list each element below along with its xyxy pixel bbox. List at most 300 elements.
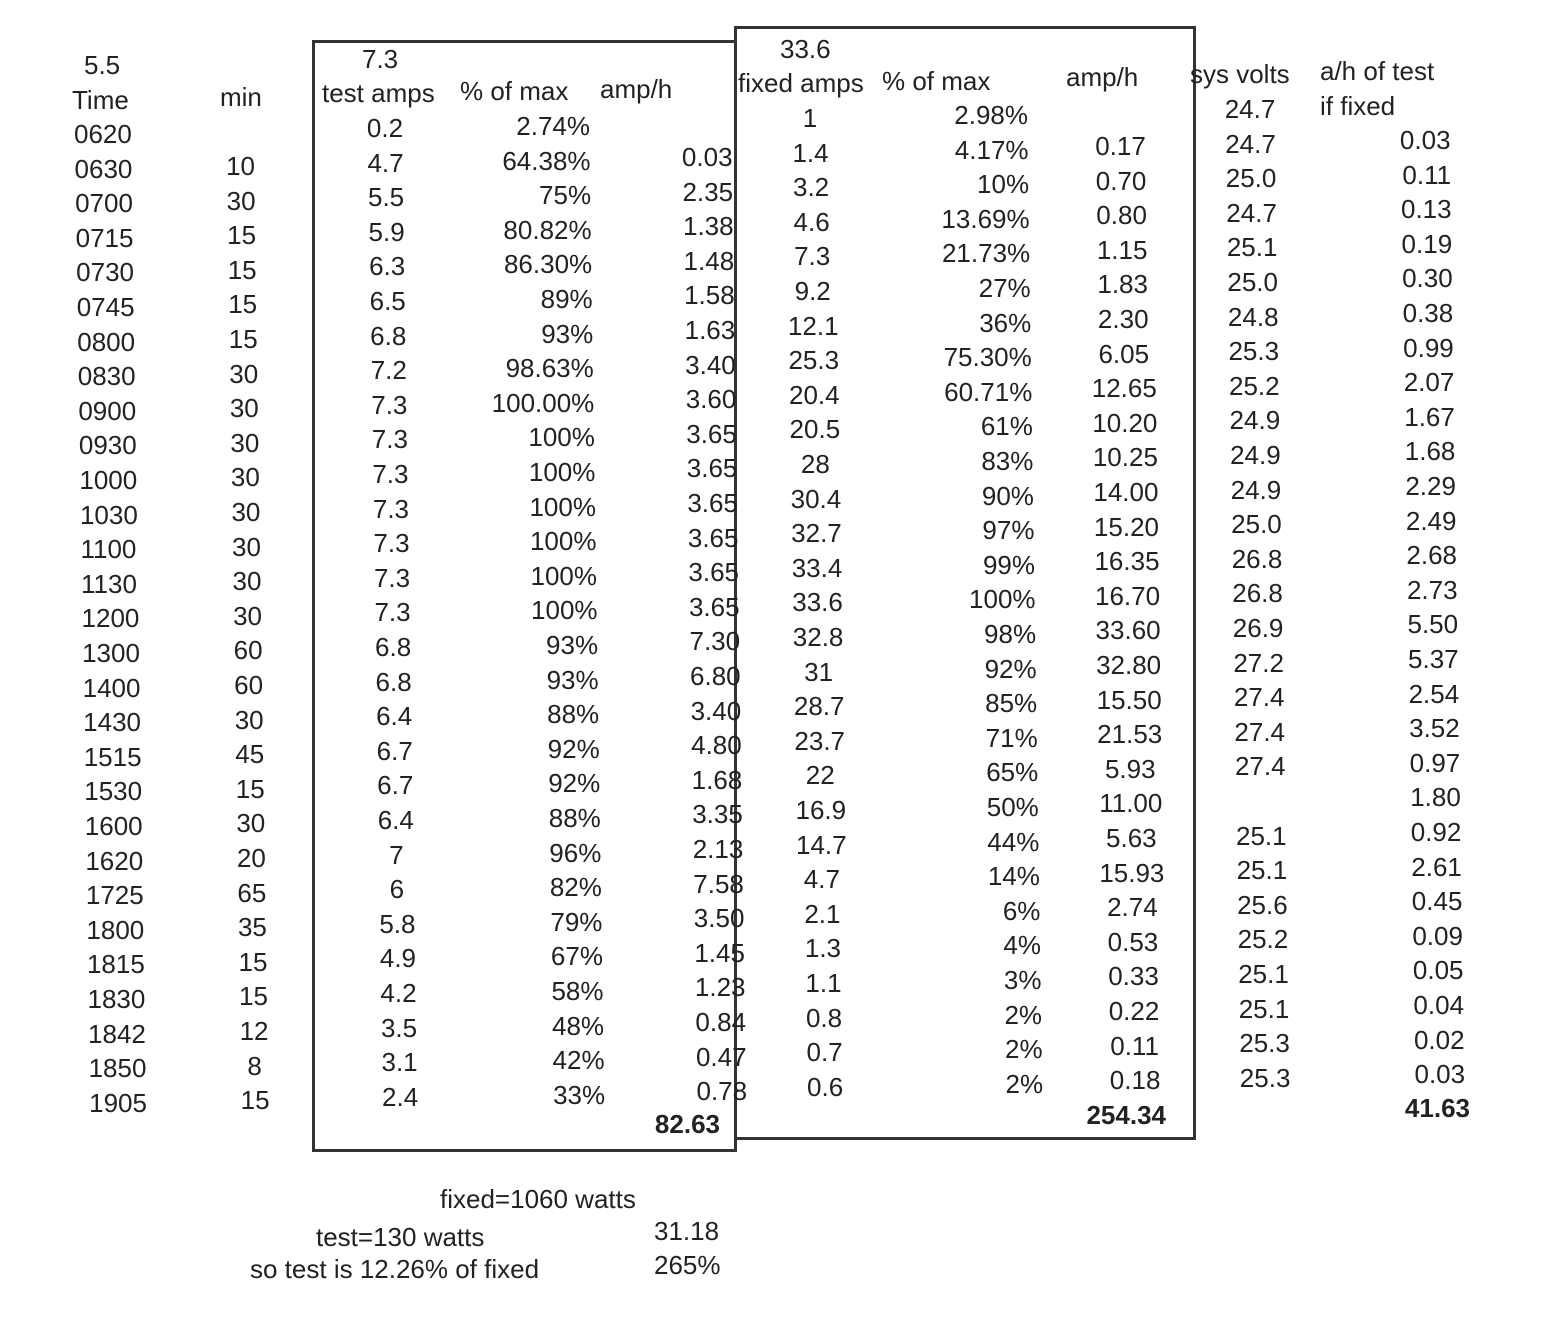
cell-fixed-pct: 13.69%	[941, 203, 1030, 234]
cell-time: 1430	[83, 707, 142, 738]
cell-sys-volts: 25.0	[1227, 267, 1278, 297]
cell-ah-fixed: 0.09	[1412, 920, 1463, 951]
cell-sys-volts: 25.6	[1237, 889, 1288, 920]
cell-fixed-amps: 2.1	[804, 898, 841, 929]
cell-min: 30	[230, 462, 260, 493]
cell-test-ah: 3.60	[685, 384, 737, 415]
cell-test-pct: 48%	[551, 1010, 605, 1041]
cell-test-amps: 7.3	[372, 493, 410, 524]
cell-min: 30	[229, 358, 259, 389]
cell-fixed-amps: 16.9	[795, 795, 847, 825]
cell-min: 12	[239, 1016, 269, 1046]
cell-fixed-pct: 92%	[984, 653, 1037, 684]
cell-test-pct: 100%	[531, 595, 598, 626]
cell-sys-volts: 26.9	[1232, 613, 1284, 643]
cell-fixed-pct: 44%	[987, 826, 1040, 857]
cell-fixed-pct: 2.98%	[954, 100, 1028, 130]
cell-sys-volts: 27.2	[1233, 647, 1284, 678]
cell-fixed-ah: 2.30	[1097, 304, 1149, 334]
cell-min: 60	[234, 670, 264, 700]
cell-sys-volts: 25.1	[1226, 232, 1278, 263]
cell-test-pct: 79%	[550, 906, 603, 937]
cell-ah-fixed: 0.99	[1403, 332, 1454, 363]
fixed-ah-total: 254.34	[1086, 1100, 1166, 1130]
cell-fixed-amps: 33.4	[791, 552, 843, 583]
cell-min: 30	[232, 566, 262, 597]
cell-time: 0830	[77, 361, 136, 392]
fixed-watts-note: fixed=1060 watts	[440, 1184, 636, 1214]
cell-fixed-pct: 27%	[978, 273, 1031, 303]
cell-fixed-amps: 4.7	[803, 864, 840, 895]
cell-test-ah: 0.47	[695, 1041, 747, 1072]
cell-test-ah: 1.45	[694, 937, 745, 968]
cell-ah-fixed: 2.68	[1406, 540, 1458, 571]
cell-test-amps: 6.7	[377, 770, 414, 801]
test-ah-header: amp/h	[600, 74, 673, 104]
cell-fixed-amps: 1	[802, 103, 818, 133]
cell-min: 45	[235, 739, 265, 770]
cell-fixed-amps: 20.5	[789, 414, 841, 445]
cell-fixed-ah: 15.93	[1099, 857, 1165, 888]
cell-ah-fixed: 2.49	[1405, 505, 1457, 536]
cell-fixed-amps: 12.1	[787, 310, 839, 341]
cell-fixed-ah: 0.22	[1108, 996, 1160, 1026]
cell-test-ah: 6.80	[690, 661, 741, 691]
cell-fixed-pct: 97%	[982, 515, 1035, 546]
cell-time: 1842	[88, 1018, 146, 1049]
cell-min: 15	[238, 946, 268, 977]
cell-fixed-pct: 36%	[979, 307, 1032, 338]
cell-time: 0700	[75, 188, 133, 219]
cell-fixed-ah: 5.63	[1106, 823, 1157, 853]
cell-test-amps: 4.7	[367, 147, 404, 178]
cell-fixed-amps: 32.7	[791, 518, 842, 549]
cell-fixed-ah: 12.65	[1091, 373, 1157, 404]
cell-min: 15	[227, 254, 257, 285]
cell-min: 65	[237, 877, 267, 908]
cell-fixed-pct: 60.71%	[944, 376, 1033, 407]
cell-ah-fixed: 0.13	[1401, 194, 1452, 225]
cell-test-pct: 98.63%	[505, 353, 594, 384]
cell-test-pct: 89%	[540, 284, 593, 314]
cell-time: 1300	[82, 638, 140, 668]
cell-fixed-ah: 0.33	[1108, 961, 1159, 992]
cell-test-pct: 2.74%	[516, 111, 590, 141]
cell-test-ah: 3.65	[686, 453, 738, 484]
test-ah-total: 82.63	[654, 1109, 720, 1139]
cell-ah-fixed: 2.29	[1405, 471, 1456, 501]
cell-test-amps: 7	[389, 839, 404, 870]
cell-sys-volts: 25.3	[1239, 1028, 1290, 1059]
cell-fixed-ah: 15.20	[1093, 511, 1159, 542]
cell-fixed-ah: 6.05	[1098, 338, 1150, 369]
cell-test-ah: 0.84	[695, 1007, 747, 1037]
cell-fixed-pct: 65%	[986, 757, 1039, 788]
cell-ah-fixed: 0.11	[1402, 159, 1452, 190]
cell-ah-fixed: 1.68	[1404, 436, 1456, 467]
cell-test-pct: 33%	[553, 1079, 606, 1110]
cell-time: 1515	[83, 741, 142, 772]
cell-fixed-pct: 4%	[1003, 930, 1041, 961]
cell-min: 15	[228, 289, 258, 320]
test-amps-header: test amps	[322, 78, 435, 108]
cell-test-ah: 7.58	[693, 868, 744, 899]
cell-test-pct: 100%	[528, 422, 595, 453]
cell-test-pct: 42%	[552, 1045, 605, 1076]
cell-sys-volts: 24.8	[1227, 301, 1279, 332]
cell-sys-volts: 26.8	[1232, 578, 1283, 609]
test-pct-header: % of max	[460, 76, 569, 106]
cell-sys-volts: 25.0	[1231, 509, 1282, 540]
cell-fixed-amps: 4.6	[793, 206, 830, 237]
cell-test-amps: 6.4	[376, 701, 413, 732]
cell-time: 1530	[84, 776, 143, 807]
top-left-value: 5.5	[84, 50, 121, 80]
cell-sys-volts: 24.9	[1229, 405, 1281, 436]
cell-fixed-ah: 0.11	[1110, 1030, 1159, 1061]
cell-sys-volts: 27.4	[1234, 751, 1286, 782]
cell-time: 1905	[89, 1087, 147, 1118]
cell-test-ah: 1.63	[684, 315, 736, 345]
cell-fixed-amps: 20.4	[789, 379, 840, 410]
cell-fixed-ah: 11.00	[1099, 788, 1163, 819]
summary-note: so test is 12.26% of fixed	[250, 1254, 540, 1284]
cell-fixed-pct: 2%	[1004, 999, 1043, 1030]
min-header: min	[220, 82, 262, 112]
cell-test-amps: 3.1	[381, 1047, 418, 1078]
cell-time: 0900	[78, 395, 137, 426]
cell-test-amps: 4.2	[380, 978, 417, 1008]
cell-ah-fixed: 5.37	[1408, 644, 1459, 674]
cell-test-pct: 92%	[548, 768, 601, 799]
cell-test-amps: 6.4	[377, 805, 414, 835]
cell-min: 15	[235, 773, 265, 804]
cell-ah-fixed: 5.50	[1407, 609, 1459, 640]
cell-fixed-ah: 32.80	[1096, 650, 1162, 680]
cell-test-pct: 67%	[550, 941, 603, 972]
cell-time: 0930	[78, 430, 137, 461]
cell-fixed-pct: 85%	[985, 688, 1038, 719]
cell-time: 1100	[80, 534, 137, 565]
cell-test-amps: 7.3	[373, 528, 410, 559]
cell-fixed-amps: 28	[800, 449, 830, 479]
cell-test-pct: 75%	[539, 180, 592, 211]
test-max-value: 7.3	[362, 44, 399, 74]
cell-test-pct: 82%	[549, 872, 602, 903]
cell-time: 0745	[76, 292, 135, 322]
cell-fixed-pct: 61%	[980, 411, 1033, 442]
cell-fixed-amps: 33.6	[792, 587, 843, 618]
cell-fixed-amps: 0.7	[806, 1037, 843, 1068]
cell-test-ah: 3.65	[687, 522, 739, 553]
cell-fixed-ah: 16.70	[1095, 580, 1161, 611]
cell-test-amps: 6.8	[375, 666, 412, 697]
cell-test-amps: 6.8	[370, 320, 407, 351]
cell-fixed-ah: 0.18	[1109, 1065, 1161, 1096]
cell-test-ah: 4.80	[691, 730, 742, 761]
cell-test-amps: 2.4	[382, 1081, 419, 1112]
cell-test-amps: 7.3	[373, 562, 411, 593]
cell-ah-fixed: 0.02	[1413, 1024, 1465, 1055]
cell-sys-volts: 25.1	[1236, 855, 1288, 886]
cell-test-pct: 100%	[528, 457, 596, 487]
cell-test-amps: 7.3	[372, 459, 409, 489]
cell-fixed-amps: 0.8	[805, 1002, 843, 1033]
test-watts-note: test=130 watts	[316, 1222, 485, 1252]
cell-min: 8	[247, 1050, 262, 1081]
cell-test-ah: 1.68	[691, 764, 743, 795]
cell-fixed-ah: 14.00	[1093, 477, 1159, 507]
cell-fixed-ah: 33.60	[1095, 615, 1161, 646]
cell-ah-fixed: 0.19	[1401, 228, 1453, 259]
cell-test-ah: 1.48	[683, 245, 735, 276]
fixed-pct-header: % of max	[882, 66, 991, 96]
cell-fixed-ah: 2.74	[1107, 892, 1158, 923]
sys-volts-header: sys volts	[1190, 59, 1290, 89]
cell-fixed-amps: 22	[805, 760, 835, 791]
cell-ah-fixed: 0.04	[1413, 990, 1465, 1020]
cell-time: 0800	[77, 326, 136, 357]
cell-fixed-amps: 1.1	[805, 968, 842, 998]
cell-test-pct: 100%	[529, 526, 597, 557]
cell-fixed-amps: 9.2	[794, 276, 831, 306]
cell-test-pct: 80.82%	[503, 214, 592, 245]
cell-fixed-pct: 50%	[986, 792, 1039, 822]
cell-sys-volts: 27.4	[1234, 716, 1286, 747]
cell-test-amps: 6.7	[376, 735, 413, 766]
cell-fixed-pct: 2%	[1005, 1034, 1043, 1065]
cell-ah-fixed: 0.97	[1409, 747, 1461, 778]
cell-test-ah: 0.78	[696, 1076, 748, 1107]
cell-ah-fixed: 0.03	[1399, 125, 1451, 155]
cell-test-ah: 3.50	[693, 903, 745, 934]
cell-fixed-amps: 7.3	[794, 241, 831, 272]
cell-time: 0620	[74, 119, 132, 149]
cell-time: 1130	[81, 568, 137, 599]
cell-fixed-ah: 1.83	[1097, 269, 1148, 300]
cell-test-ah: 0.03	[681, 142, 733, 172]
cell-test-ah: 2.13	[692, 834, 744, 864]
ah-fixed-total: 41.63	[1404, 1093, 1470, 1123]
cell-test-pct: 93%	[546, 630, 599, 660]
cell-test-ah: 1.23	[694, 972, 746, 1003]
cell-test-pct: 93%	[541, 318, 594, 349]
cell-sys-volts: 25.3	[1228, 336, 1280, 367]
cell-test-ah: 7.30	[689, 626, 741, 657]
footer-value-2: 265%	[654, 1250, 721, 1280]
cell-sys-volts: 24.7	[1226, 197, 1277, 228]
cell-sys-volts: 24.9	[1230, 440, 1281, 470]
time-header: Time	[72, 85, 129, 115]
cell-ah-fixed: 0.30	[1402, 263, 1453, 294]
cell-fixed-ah: 16.35	[1094, 546, 1160, 577]
cell-test-amps: 7.3	[371, 424, 408, 455]
cell-test-amps: 0.2	[366, 113, 404, 143]
cell-test-ah: 3.35	[692, 799, 743, 830]
cell-time: 0715	[75, 222, 134, 253]
cell-min: 15	[240, 1085, 270, 1116]
cell-fixed-ah: 0.80	[1096, 200, 1147, 231]
cell-fixed-pct: 98%	[984, 619, 1037, 649]
cell-time: 1850	[88, 1053, 147, 1084]
cell-test-amps: 5.9	[368, 216, 405, 247]
cell-fixed-amps: 1.3	[804, 933, 842, 964]
fixed-max-value: 33.6	[780, 34, 831, 64]
cell-fixed-pct: 14%	[987, 861, 1040, 892]
cell-sys-volts: 25.1	[1238, 993, 1290, 1024]
ah-test-header-line2: if fixed	[1320, 91, 1396, 121]
cell-sys-volts: 25.3	[1239, 1062, 1291, 1093]
cell-test-pct: 92%	[547, 733, 600, 764]
cell-ah-fixed: 2.54	[1408, 678, 1460, 709]
cell-test-amps: 7.2	[370, 355, 407, 386]
cell-min: 30	[230, 427, 260, 458]
cell-time: 1400	[82, 672, 141, 703]
cell-test-amps: 3.5	[380, 1012, 418, 1043]
cell-test-amps: 6.5	[369, 286, 406, 316]
cell-test-ah: 3.65	[686, 418, 737, 449]
cell-ah-fixed: 3.52	[1409, 713, 1460, 744]
cell-fixed-ah: 15.50	[1096, 684, 1162, 715]
cell-test-amps: 7.3	[374, 597, 411, 628]
cell-sys-volts: 24.7	[1225, 128, 1276, 159]
cell-test-amps: 6	[389, 874, 405, 905]
cell-fixed-ah: 21.53	[1097, 719, 1163, 750]
cell-sys-volts: 25.1	[1236, 820, 1287, 851]
cell-time: 0730	[76, 257, 134, 288]
cell-test-ah: 1.38	[683, 211, 734, 242]
cell-ah-fixed: 1.67	[1404, 401, 1455, 432]
cell-fixed-pct: 75.30%	[943, 342, 1032, 373]
ah-test-header-line1: a/h of test	[1320, 56, 1435, 86]
cell-fixed-amps: 30.4	[790, 483, 842, 514]
cell-fixed-pct: 21.73%	[941, 238, 1031, 269]
cell-test-ah: 3.65	[688, 557, 740, 588]
footer-value-1: 31.18	[654, 1216, 720, 1246]
cell-time: 1830	[87, 984, 146, 1014]
cell-min: 15	[239, 981, 268, 1012]
cell-ah-fixed: 0.38	[1402, 298, 1454, 328]
cell-ah-fixed: 1.80	[1410, 782, 1461, 813]
cell-fixed-pct: 71%	[985, 722, 1038, 753]
fixed-amps-header: fixed amps	[738, 68, 864, 98]
cell-time: 1800	[86, 914, 145, 945]
cell-test-pct: 88%	[548, 803, 601, 833]
cell-fixed-amps: 1.4	[792, 137, 829, 168]
cell-fixed-pct: 10%	[977, 169, 1030, 200]
cell-test-ah: 2.35	[682, 176, 734, 207]
cell-time: 0630	[74, 153, 133, 184]
cell-test-pct: 93%	[546, 664, 599, 695]
cell-test-amps: 6.3	[369, 251, 406, 282]
cell-fixed-pct: 83%	[981, 446, 1034, 476]
cell-min: 30	[229, 393, 259, 424]
cell-time: 1725	[85, 880, 144, 911]
cell-min: 30	[232, 531, 261, 562]
cell-fixed-pct: 2%	[1005, 1068, 1044, 1099]
cell-sys-volts: 25.2	[1229, 370, 1280, 401]
cell-fixed-pct: 100%	[969, 584, 1036, 615]
cell-fixed-amps: 14.7	[796, 829, 847, 860]
cell-fixed-pct: 6%	[1002, 895, 1041, 926]
cell-time: 1815	[86, 949, 145, 980]
cell-test-amps: 7.3	[371, 389, 408, 420]
cell-fixed-ah: 0.17	[1095, 131, 1146, 161]
cell-ah-fixed: 0.03	[1414, 1059, 1466, 1090]
cell-fixed-pct: 90%	[981, 480, 1034, 511]
cell-test-ah: 3.65	[687, 488, 738, 518]
cell-sys-volts: 26.8	[1231, 543, 1283, 574]
cell-time: 1600	[84, 811, 143, 841]
cell-fixed-pct: 4.17%	[954, 134, 1029, 165]
cell-sys-volts: 25.0	[1225, 163, 1277, 194]
cell-min: 30	[236, 808, 266, 839]
cell-fixed-ah: 5.93	[1104, 753, 1156, 784]
cell-test-pct: 100.00%	[491, 387, 595, 418]
cell-ah-fixed: 2.61	[1411, 851, 1462, 882]
cell-min: 30	[226, 185, 256, 216]
cell-test-amps: 6.8	[375, 632, 412, 662]
cell-test-ah: 3.65	[688, 591, 740, 622]
cell-fixed-amps: 0.6	[807, 1071, 844, 1102]
cell-fixed-amps: 25.3	[788, 345, 840, 376]
cell-test-pct: 64.38%	[502, 145, 591, 176]
cell-fixed-amps: 31	[804, 656, 834, 687]
cell-ah-fixed: 2.73	[1406, 574, 1458, 605]
cell-min: 30	[231, 497, 261, 527]
cell-test-pct: 100%	[530, 560, 598, 591]
cell-test-amps: 5.8	[379, 908, 416, 939]
cell-fixed-amps: 3.2	[793, 172, 830, 203]
cell-time: 1030	[79, 499, 138, 530]
cell-ah-fixed: 0.05	[1412, 955, 1464, 986]
cell-fixed-amps: 23.7	[794, 725, 846, 756]
cell-test-ah: 3.40	[690, 695, 742, 726]
cell-min: 20	[236, 843, 266, 873]
cell-test-pct: 88%	[547, 699, 600, 730]
cell-time: 1620	[85, 845, 144, 876]
cell-min: 35	[237, 912, 267, 943]
cell-test-ah: 3.40	[685, 349, 736, 380]
cell-test-pct: 86.30%	[503, 249, 593, 280]
cell-fixed-ah: 10.25	[1092, 442, 1158, 473]
cell-test-ah: 1.58	[684, 280, 735, 311]
cell-min: 30	[233, 600, 262, 631]
fixed-ah-header: amp/h	[1066, 62, 1139, 92]
cell-fixed-pct: 3%	[1003, 965, 1042, 995]
cell-test-pct: 100%	[529, 491, 596, 522]
cell-min: 60	[233, 635, 263, 666]
cell-time: 1200	[81, 603, 140, 634]
cell-sys-volts: 24.9	[1230, 474, 1282, 505]
cell-test-pct: 96%	[549, 837, 602, 868]
cell-sys-volts: 25.1	[1238, 959, 1289, 989]
cell-sys-volts: 25.2	[1237, 924, 1289, 955]
cell-test-pct: 58%	[551, 976, 604, 1006]
cell-fixed-ah: 10.20	[1092, 407, 1158, 438]
cell-fixed-ah: 0.53	[1107, 926, 1159, 957]
cell-fixed-ah: 0.70	[1095, 165, 1147, 196]
cell-sys-volts: 27.4	[1233, 682, 1285, 713]
cell-fixed-amps: 28.7	[793, 691, 845, 722]
cell-min: 15	[227, 220, 257, 251]
cell-ah-fixed: 0.45	[1411, 886, 1463, 917]
cell-test-amps: 5.5	[368, 182, 405, 213]
cell-time: 1000	[79, 465, 138, 495]
cell-min: 30	[234, 704, 264, 735]
cell-fixed-ah: 1.15	[1096, 234, 1148, 265]
cell-fixed-amps: 32.8	[792, 622, 844, 652]
